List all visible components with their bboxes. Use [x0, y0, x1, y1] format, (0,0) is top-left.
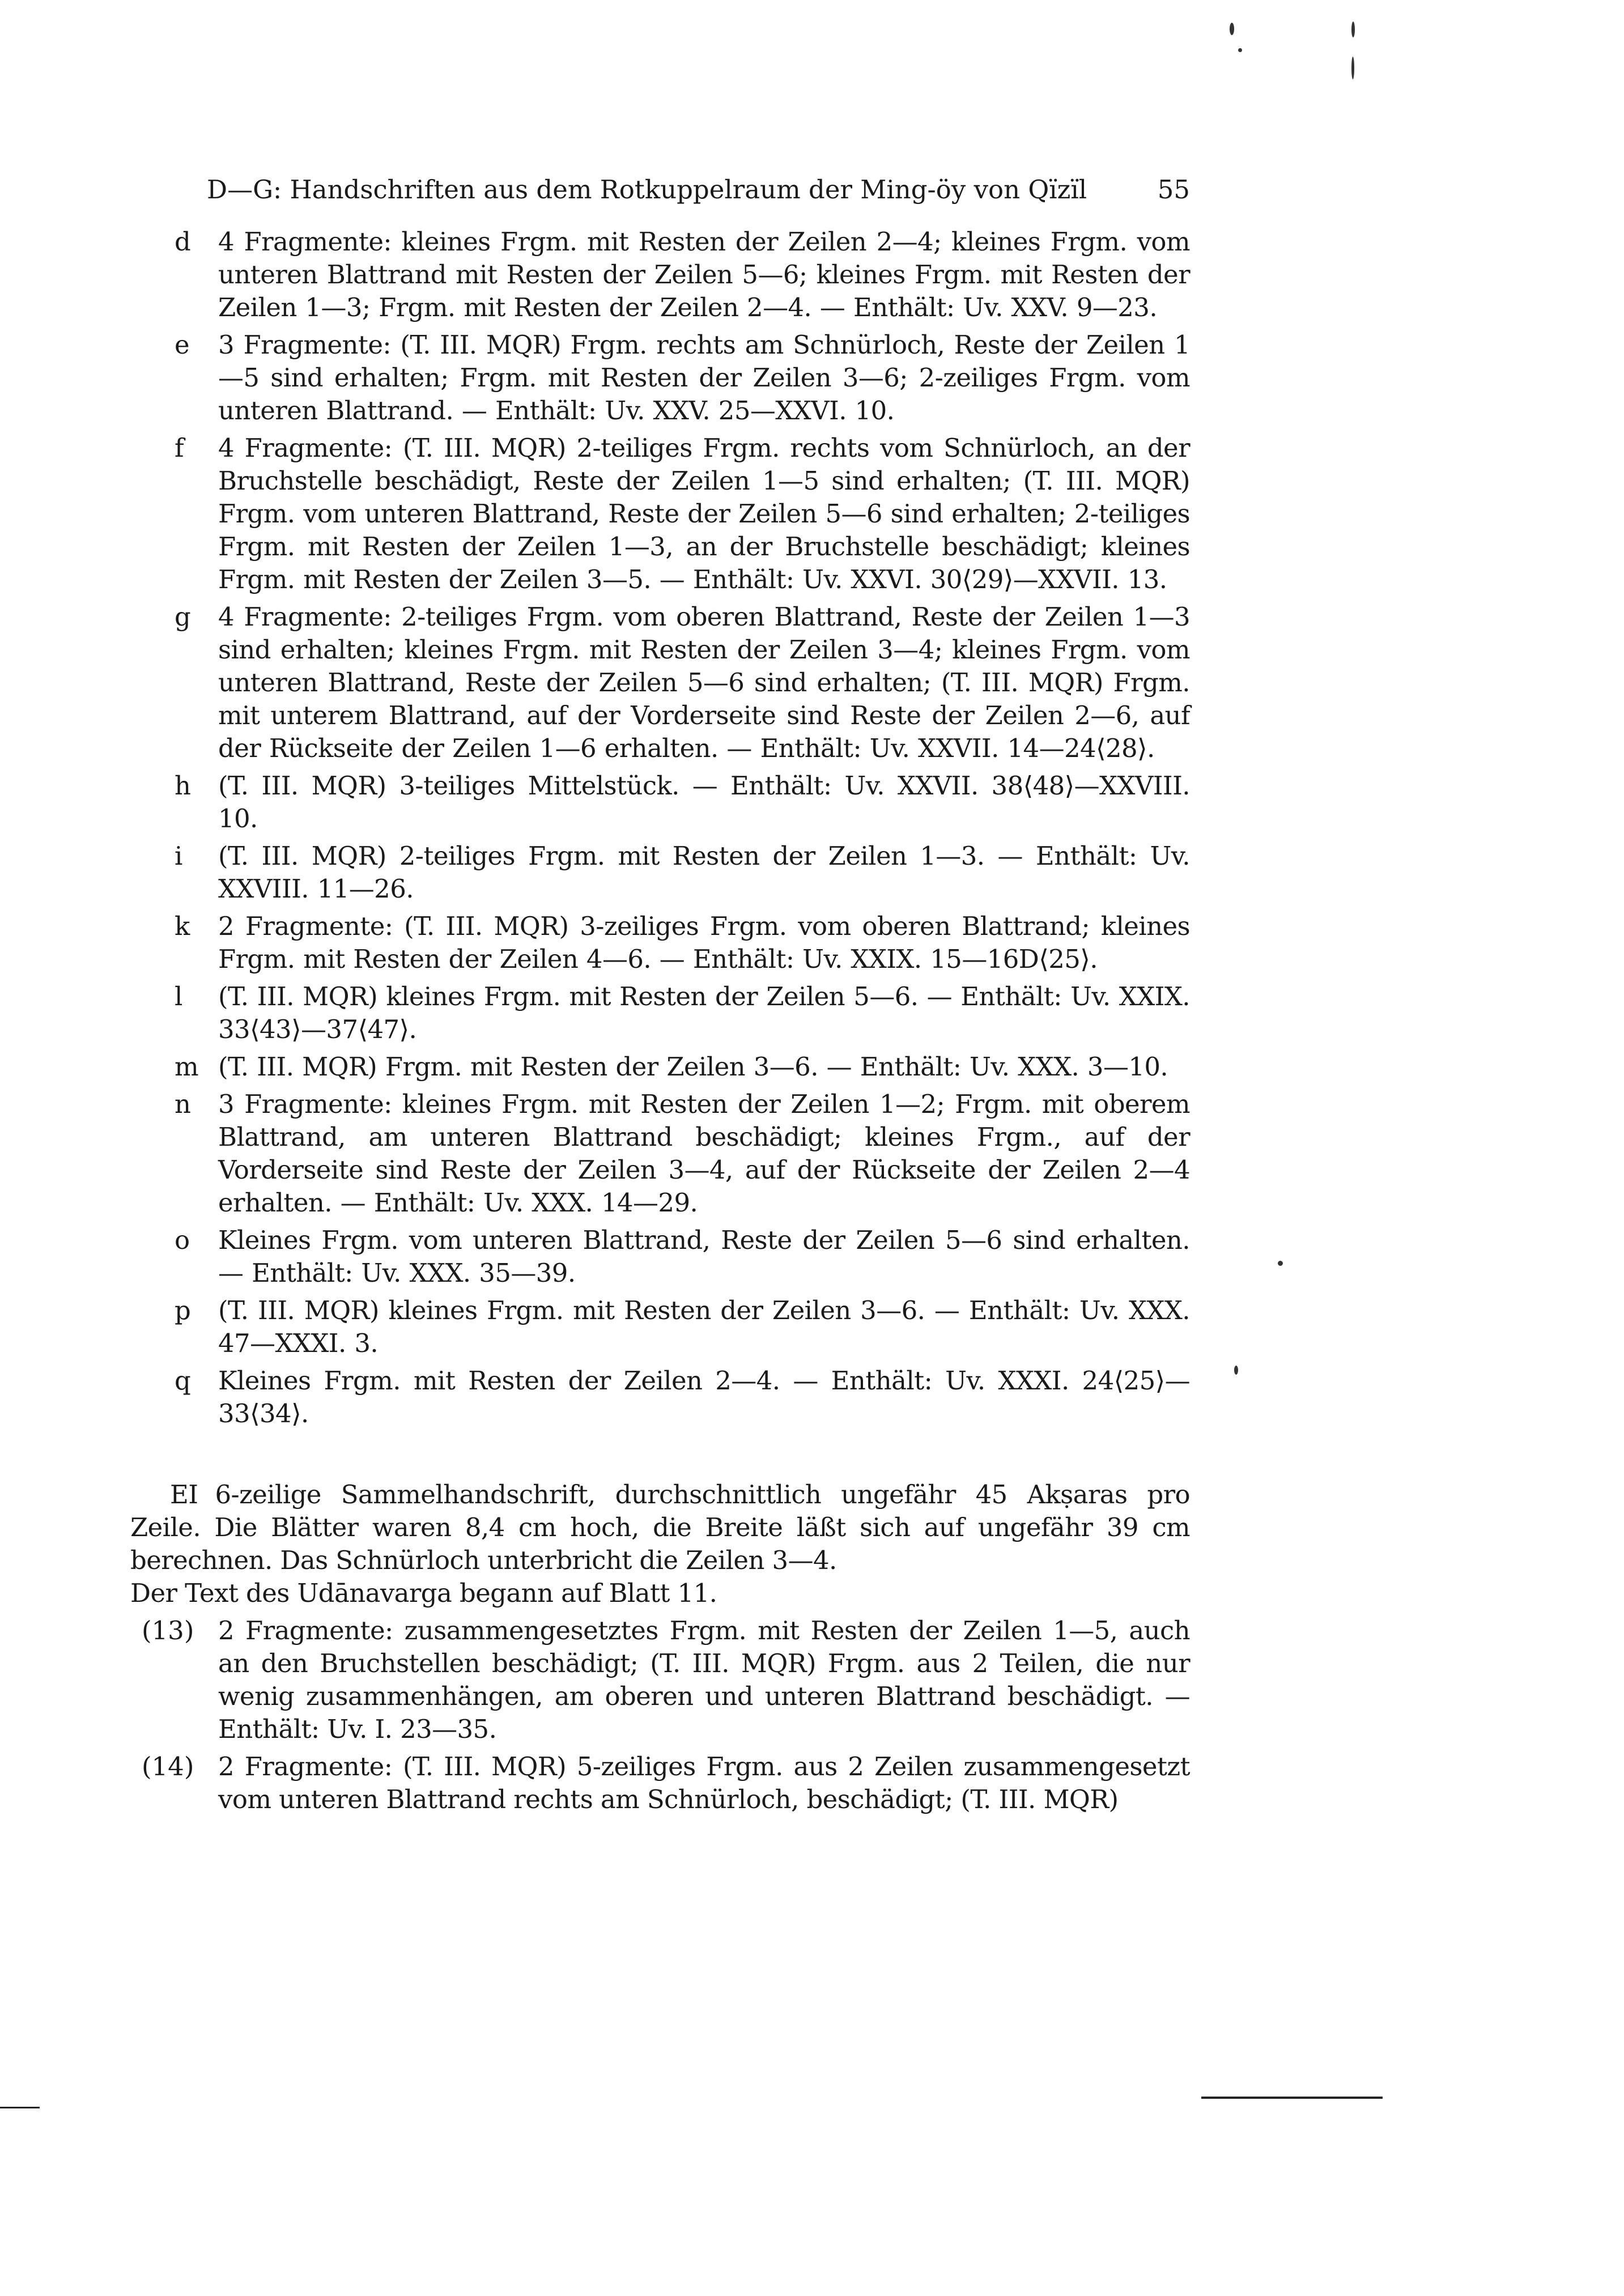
fragment-entry-text: 3 Fragmente: kleines Frgm. mit Resten der Zeilen 1—2; Frgm. mit oberem Blattrand, am unteren Blattrand beschädigt; kleines Frgm., auf der Vorderseite sind Reste der Zeilen 3—4, auf der Rückseite der Zeilen 2—4 erhalten. — Enthält: Uv. XXX. 14—29.: [218, 1089, 1190, 1218]
fragment-entry: [130, 1088, 1190, 1219]
fragment-entry: [130, 769, 1190, 835]
fragment-entry-label: i: [175, 841, 183, 871]
leaf-entry-label: (13): [142, 1615, 194, 1646]
fragment-entry-text: (T. III. MQR) Frgm. mit Resten der Zeilen 3—6. — Enthält: Uv. XXX. 3—10.: [218, 1052, 1168, 1082]
leaf-entry-list: [130, 1614, 1190, 1816]
fragment-entry-text: (T. III. MQR) 2-teiliges Frgm. mit Resten der Zeilen 1—3. — Enthält: Uv. XXVIII. 11—26.: [218, 841, 1190, 904]
fragment-entry: [130, 329, 1190, 427]
fragment-entry-label: k: [175, 911, 190, 941]
fragment-entry-text: Kleines Frgm. vom unteren Blattrand, Reste der Zeilen 5—6 sind erhalten. — Enthält: Uv. XXX. 35—39.: [218, 1225, 1190, 1288]
fragment-entry-list: [130, 226, 1190, 1430]
manuscript-description: [130, 1478, 1190, 1577]
fragment-entry-text: 4 Fragmente: (T. III. MQR) 2-teiliges Frgm. rechts vom Schnürloch, an der Bruchstelle beschädigt, Reste der Zeilen 1—5 sind erhalten; (T. III. MQR) Frgm. vom unteren Blattrand, Reste der Zeilen 5—6 sind erhalten; 2-teiliges Frgm. mit Resten der Zeilen 1—3, an der Bruchstelle beschädigt; kleines Frgm. mit Resten der Zeilen 3—5. — Enthält: Uv. XXVI. 30⟨29⟩—XXVII. 13.: [218, 433, 1190, 594]
fragment-entry-label: p: [175, 1295, 191, 1325]
fragment-entry-label: f: [175, 433, 184, 463]
fragment-entry: [130, 1224, 1190, 1290]
scan-speck: [1234, 1366, 1238, 1375]
leaf-entry-label: (14): [142, 1751, 194, 1781]
fragment-entry-text: 4 Fragmente: 2-teiliges Frgm. vom oberen Blattrand, Reste der Zeilen 1—3 sind erhalten; kleines Frgm. mit Resten der Zeilen 3—4; kleines Frgm. vom unteren Blattrand, Reste der Zeilen 5—6 sind erhalten; (T. III. MQR) Frgm. mit unterem Blattrand, auf der Vorderseite sind Reste der Zeilen 2—6, auf der Rückseite der Zeilen 1—6 erhalten. — Enthält: Uv. XXVII. 14—24⟨28⟩.: [218, 602, 1190, 763]
leaf-entry: [130, 1750, 1190, 1816]
fragment-entry-text: 3 Fragmente: (T. III. MQR) Frgm. rechts am Schnürloch, Reste der Zeilen 1—5 sind erhalten; Frgm. mit Resten der Zeilen 3—6; 2-zeiliges Frgm. vom unteren Blattrand. — Enthält: Uv. XXV. 25—XXVI. 10.: [218, 330, 1190, 426]
fragment-entry-label: m: [175, 1052, 199, 1082]
page-body: [130, 226, 1190, 1821]
fragment-entry: [130, 601, 1190, 765]
fragment-entry-text: (T. III. MQR) 3-teiliges Mittelstück. — Enthält: Uv. XXVII. 38⟨48⟩—XXVIII. 10.: [218, 771, 1190, 834]
manuscript-description-text: 6-zeilige Sammelhandschrift, durchschnittlich ungefähr 45 Akṣaras pro Zeile. Die Blätter waren 8,4 cm hoch, die Breite läßt sich auf ungefähr 39 cm berechnen. Das Schnürloch unterbricht die Zeilen 3—4.: [130, 1479, 1190, 1575]
fragment-entry: [130, 910, 1190, 976]
fragment-entry-label: e: [175, 330, 190, 360]
running-head: [207, 170, 1190, 210]
fragment-entry: [130, 432, 1190, 596]
leaf-entry-text: 2 Fragmente: zusammengesetztes Frgm. mit Resten der Zeilen 1—5, auch an den Bruchstellen beschädigt; (T. III. MQR) Frgm. aus 2 Teilen, die nur wenig zusammenhängen, am oberen und unteren Blattrand beschädigt. — Enthält: Uv. I. 23—35.: [218, 1615, 1190, 1744]
fragment-entry-label: h: [175, 771, 191, 801]
scan-speck: [1238, 48, 1242, 52]
fragment-entry-label: n: [175, 1089, 191, 1119]
leaf-entry: [130, 1614, 1190, 1746]
manuscript-siglum: EI: [170, 1479, 198, 1510]
fragment-entry-text: (T. III. MQR) kleines Frgm. mit Resten der Zeilen 5—6. — Enthält: Uv. XXIX. 33⟨43⟩—37⟨47⟩.: [218, 981, 1190, 1044]
fragment-entry: [130, 840, 1190, 905]
scan-line-artifact: [1201, 2097, 1383, 2099]
scan-speck: [1278, 1261, 1283, 1266]
fragment-entry-label: l: [175, 981, 183, 1011]
fragment-entry: [130, 1364, 1190, 1430]
fragment-entry-text: 4 Fragmente: kleines Frgm. mit Resten der Zeilen 2—4; kleines Frgm. vom unteren Blattrand mit Resten der Zeilen 5—6; kleines Frgm. mit Resten der Zeilen 1—3; Frgm. mit Resten der Zeilen 2—4. — Enthält: Uv. XXV. 9—23.: [218, 227, 1190, 322]
fragment-entry-label: o: [175, 1225, 190, 1255]
leaf-entry-text: 2 Fragmente: (T. III. MQR) 5-zeiliges Frgm. aus 2 Zeilen zusammengesetzt vom unteren Blattrand rechts am Schnürloch, beschädigt; (T. III. MQR): [218, 1751, 1190, 1814]
fragment-entry-label: g: [175, 602, 191, 632]
scan-speck: [1351, 57, 1354, 79]
fragment-entry: [130, 980, 1190, 1046]
scan-line-artifact: [0, 2107, 40, 2108]
scan-speck: [1230, 23, 1234, 35]
fragment-entry-text: 2 Fragmente: (T. III. MQR) 3-zeiliges Frgm. vom oberen Blattrand; kleines Frgm. mit Resten der Zeilen 4—6. — Enthält: Uv. XXIX. 15—16D⟨25⟩.: [218, 911, 1190, 974]
fragment-entry: [130, 226, 1190, 324]
fragment-entry-text: (T. III. MQR) kleines Frgm. mit Resten der Zeilen 3—6. — Enthält: Uv. XXX. 47—XXXI. 3.: [218, 1295, 1190, 1358]
fragment-entry: [130, 1051, 1190, 1083]
running-head-title: D—G: Handschriften aus dem Rotkuppelraum der Ming-öy von Qïzïl: [207, 175, 1087, 205]
fragment-entry-label: d: [175, 227, 191, 257]
page-number: 55: [1157, 175, 1190, 205]
manuscript-note: Der Text des Udānavarga begann auf Blatt 11.: [130, 1578, 717, 1608]
fragment-entry-text: Kleines Frgm. mit Resten der Zeilen 2—4. — Enthält: Uv. XXXI. 24⟨25⟩—33⟨34⟩.: [218, 1366, 1190, 1428]
scan-speck: [1351, 22, 1355, 37]
fragment-entry-label: q: [175, 1366, 191, 1396]
fragment-entry: [130, 1294, 1190, 1360]
